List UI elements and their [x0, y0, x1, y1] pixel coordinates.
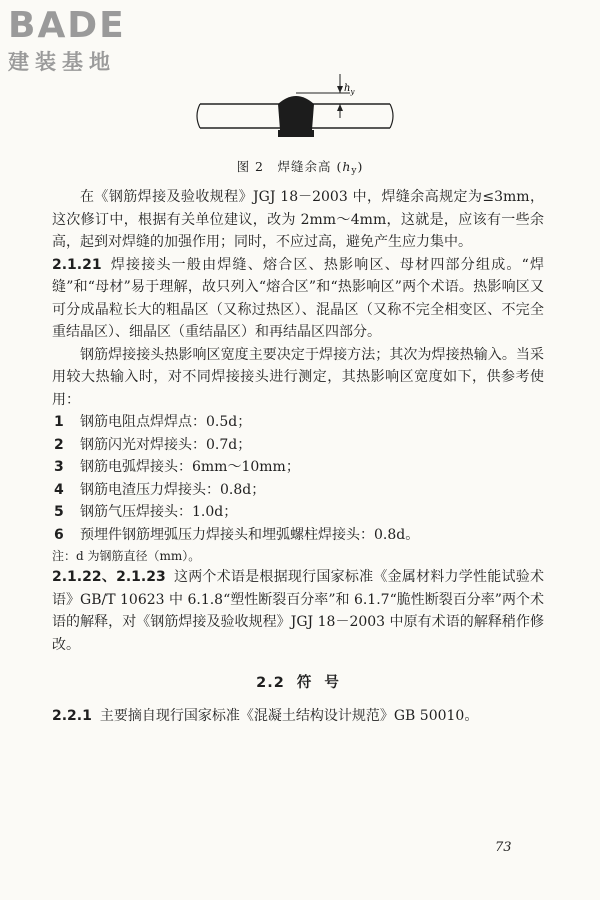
caption-symbol: h: [342, 159, 352, 174]
clause-text: 主要摘自现行国家标准《混凝土结构设计规范》GB 50010。: [99, 707, 479, 724]
caption-close: ): [357, 159, 364, 174]
clause-text: 这两个术语是根据现行国家标准《金属材料力学性能试验术语》GB/T 10623 中 6.1.8“塑性断裂百分率”和 6.1.7“脆性断裂百分率”两个术语的解释，对《钢筋焊接及验收规程》JGJ 18－2003 中原有术语的解释稍作修改。: [52, 569, 545, 653]
logo-wordmark: BADE: [8, 5, 126, 46]
section-number: 2.2: [256, 675, 285, 691]
caption-text: 图 2 焊缝余高 (: [236, 159, 343, 174]
clause-2-1-21: [52, 254, 544, 344]
list-item: [52, 456, 544, 479]
section-heading: [52, 672, 544, 695]
logo: [8, 6, 178, 76]
weld-diagram: [190, 70, 400, 150]
list-text: 钢筋电阻点焊焊点：0.5d；: [80, 414, 252, 430]
list-text: 钢筋闪光对焊接头：0.7d；: [80, 436, 252, 453]
clause-text: 焊接接头一般由焊缝、熔合区、热影响区、母材四部分组成。“焊缝”和“母材”易于理解，故只列入“熔合区”和“热影响区”两个术语。热影响区又可分成晶粒长大的粗晶区（又称过热区）、混晶区（又称不完全相变区、不完全重结晶区）、细晶区（重结晶区）和再结晶区四部分。: [52, 256, 544, 340]
list-item: [52, 479, 544, 502]
section-title-char: 号: [324, 675, 340, 691]
list-text: 钢筋气压焊接头：1.0d；: [80, 504, 238, 520]
list-number: 5: [54, 504, 64, 520]
list-number: 6: [54, 526, 64, 543]
paragraph-haz-width: 钢筋焊接接头热影响区宽度主要决定于焊接方法；其次为焊接热输入。当采用较大热输入时，对不同焊接接头进行测定，其热影响区宽度如下，供参考使用：: [52, 346, 544, 408]
list-item: [52, 434, 544, 457]
list-number: 3: [54, 459, 64, 475]
clause-number: 2.1.22、2.1.23: [52, 569, 166, 585]
clause-2-1-22-23: [52, 566, 544, 656]
clause-number: 2.1.21: [52, 256, 102, 273]
haz-width-list: [52, 411, 544, 546]
clause-2-2-1: [52, 705, 544, 728]
list-text: 钢筋电渣压力焊接头：0.8d；: [80, 481, 266, 498]
logo-subtitle: 建装基地: [8, 50, 116, 74]
caption-subscript: y: [351, 166, 358, 176]
page-body: [52, 186, 544, 727]
list-item: [52, 524, 544, 547]
note: 注：d 为钢筋直径（mm）。: [52, 549, 201, 563]
page-number: 73: [495, 840, 512, 855]
list-number: 1: [54, 414, 64, 430]
list-text: 钢筋电弧焊接头：6mm～10mm；: [80, 459, 300, 475]
list-item: [52, 501, 544, 524]
hy-label: $h_y$: [344, 83, 355, 96]
list-item: [52, 411, 544, 434]
list-text: 预埋件钢筋埋弧压力焊接头和埋弧螺柱焊接头：0.8d。: [80, 526, 420, 543]
figure-caption: [0, 157, 600, 176]
clause-number: 2.2.1: [52, 707, 92, 724]
list-number: 4: [54, 481, 64, 498]
weld-reinforcement-figure: [190, 70, 400, 150]
list-number: 2: [54, 436, 64, 453]
section-title-char: 符: [296, 675, 313, 691]
paragraph-weld-height: 在《钢筋焊接及验收规程》JGJ 18－2003 中，焊缝余高规定为≤3mm，这次修订中，根据有关单位建议，改为 2mm～4mm，这就是，应该有一些余高，起到对焊缝的加强作用；同时，不应过高，避免产生应力集中。: [52, 189, 544, 250]
